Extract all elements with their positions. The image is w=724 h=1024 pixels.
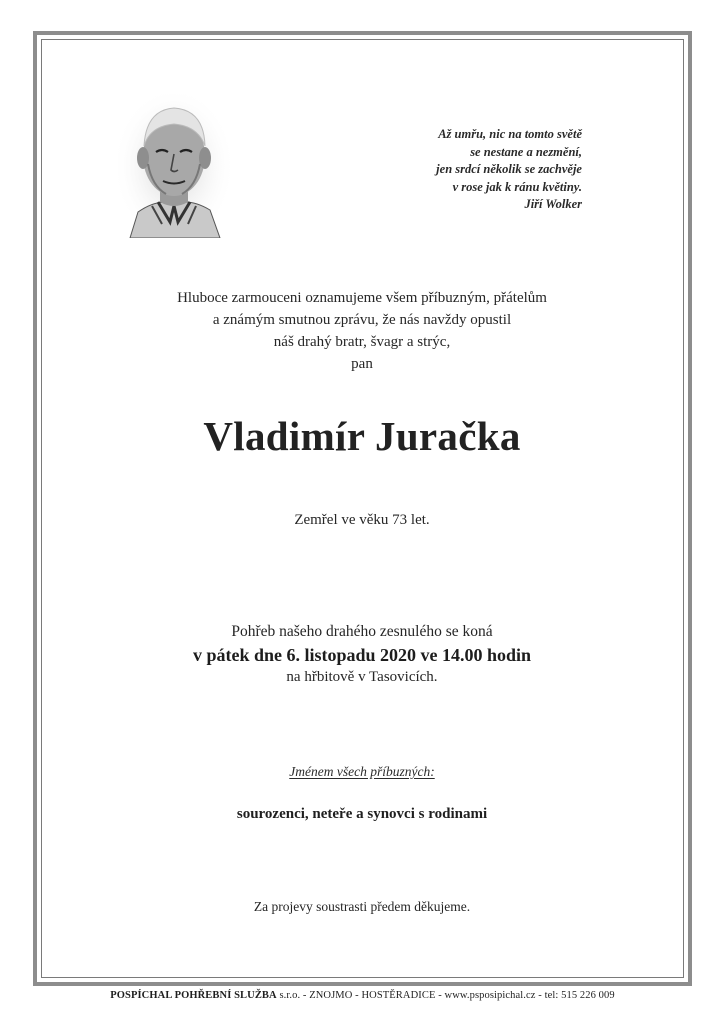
deceased-name: Vladimír Juračka [203, 413, 521, 459]
announcement-line: náš drahý bratr, švagr a strýc, [273, 334, 451, 350]
poem-line: se nestane a nezmění, [470, 144, 582, 159]
footer [33, 990, 692, 1001]
announcement-line: Hluboce zarmouceni oznamujeme všem příbuzným, přátelům [177, 290, 547, 306]
funeral-intro: Pohřeb našeho drahého zesnulého se koná [231, 623, 493, 640]
thanks-text: Za projevy soustrasti předem děkujeme. [253, 899, 471, 914]
funeral-datetime: v pátek dne 6. listopadu 2020 ve 14.00 hodin [192, 645, 532, 665]
funeral-info [70, 621, 654, 687]
portrait-photo [118, 94, 230, 238]
poem-line: jen srdcí několik se zachvěje [436, 162, 582, 177]
poem-quote [370, 126, 582, 214]
poem-author: Jiří Wolker [524, 197, 582, 212]
announcement-text [70, 287, 654, 375]
announcement-line: pan [351, 356, 373, 372]
relatives-text: sourozenci, neteře a synovci s rodinami [236, 806, 488, 822]
poem-line: v rose jak k ránu květiny. [452, 179, 582, 194]
footer-contact: s.r.o. - ZNOJMO - HOSTĚRADICE - www.psposipichal.cz - tel: 515 226 009 [276, 990, 615, 1001]
announcement-line: a známým smutnou zprávu, že nás navždy opustil [212, 312, 512, 328]
poem-line: Až umřu, nic na tomto světě [438, 127, 582, 141]
behalf-label-text: Jménem všech příbuzných: [289, 764, 435, 779]
behalf-label [70, 764, 654, 780]
age-text: Zemřel ve věku 73 let. [294, 512, 430, 528]
funeral-place: na hřbitově v Tasovicích. [286, 669, 438, 685]
footer-brand: POSPÍCHAL POHŘEBNÍ SLUŽBA [110, 990, 277, 1001]
